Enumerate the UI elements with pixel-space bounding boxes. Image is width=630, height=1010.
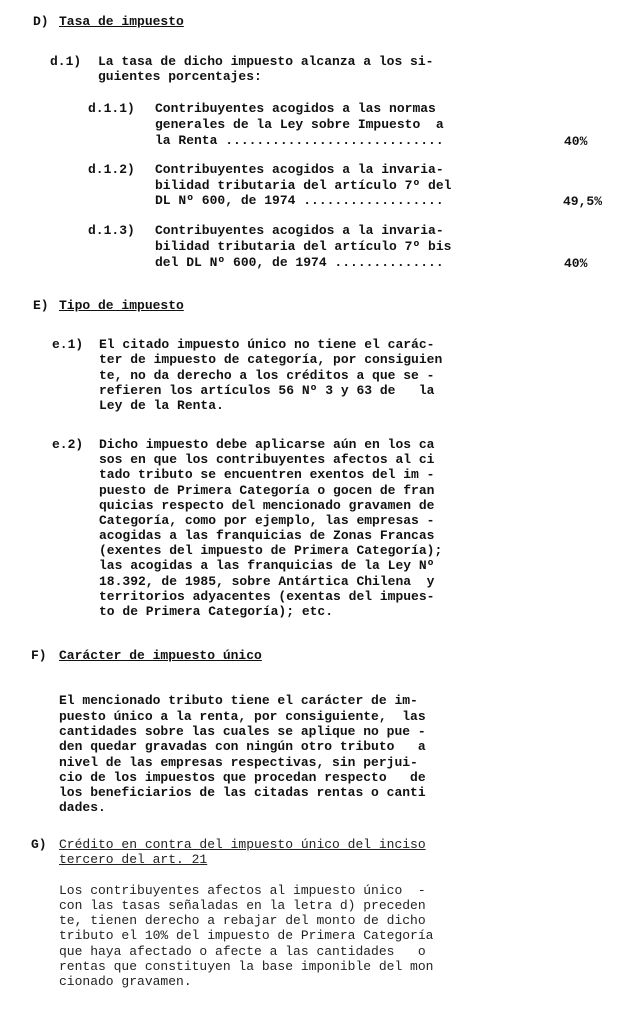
section-e-letter: E) (33, 298, 49, 313)
e1-label: e.1) (52, 337, 84, 352)
f-line: dades. (59, 800, 106, 815)
d11-line: generales de la Ley sobre Impuesto a (155, 117, 444, 132)
section-d-heading: Tasa de impuesto (59, 14, 184, 29)
d1-line: guientes porcentajes: (98, 69, 262, 84)
e1-line: ter de impuesto de categoría, por consiguien (99, 352, 443, 367)
e1-line: El citado impuesto único no tiene el carác- (99, 337, 435, 352)
e2-line: to de Primera Categoría); etc. (99, 604, 334, 619)
e2-line: sos en que los contribuyentes afectos al ci (99, 452, 435, 467)
d13-line: del DL Nº 600, de 1974 .............. (155, 255, 444, 270)
section-f-letter: F) (31, 648, 47, 663)
d12-percentage: 49,5% (563, 194, 603, 209)
e1-line: te, no da derecho a los créditos a que se - (99, 368, 435, 383)
d11-label: d.1.1) (88, 101, 135, 116)
g-line: con las tasas señaladas en la letra d) preceden (59, 898, 426, 913)
e1-line: Ley de la Renta. (99, 398, 224, 413)
section-g-letter: G) (31, 837, 47, 852)
f-line: los beneficiarios de las citadas rentas o canti (59, 785, 426, 800)
f-line: puesto único a la renta, por consiguiente, las (59, 709, 426, 724)
f-line: cantidades sobre las cuales se aplique no pue - (59, 724, 426, 739)
f-line: cio de los impuestos que procedan respecto de (59, 770, 426, 785)
d13-percentage: 40% (564, 256, 588, 271)
d1-line: La tasa de dicho impuesto alcanza a los si- (98, 54, 434, 69)
section-e-heading: Tipo de impuesto (59, 298, 184, 313)
g-line: que haya afectado o afecte a las cantidades o (59, 944, 426, 959)
e1-line: refieren los artículos 56 Nº 3 y 63 de la (99, 383, 435, 398)
g-line: tributo el 10% del impuesto de Primera Categoría (59, 928, 434, 943)
e2-line: Dicho impuesto debe aplicarse aún en los ca (99, 437, 435, 452)
d12-line: DL Nº 600, de 1974 .................. (155, 193, 444, 208)
f-line: El mencionado tributo tiene el carácter de im- (59, 693, 418, 708)
d12-label: d.1.2) (88, 162, 135, 177)
e2-label: e.2) (52, 437, 84, 452)
e2-line: 18.392, de 1985, sobre Antártica Chilena y (99, 574, 435, 589)
e2-line: territorios adyacentes (exentas del impues- (99, 589, 435, 604)
e2-line: quicias respecto del mencionado gravamen de (99, 498, 435, 513)
d13-line: Contribuyentes acogidos a la invaria- (155, 223, 444, 238)
section-f-heading: Carácter de impuesto único (59, 648, 262, 663)
e2-line: tado tributo se encuentren exentos del im - (99, 467, 435, 482)
section-g-heading-line-2: tercero del art. 21 (59, 852, 208, 867)
e2-line: las acogidas a las franquicias de la Ley Nº (99, 558, 435, 573)
d11-line: Contribuyentes acogidos a las normas (155, 101, 436, 116)
f-line: den quedar gravadas con ningún otro tributo a (59, 739, 426, 754)
g-line: cionado gravamen. (59, 974, 192, 989)
section-g-heading-line-1: Crédito en contra del impuesto único del inciso (59, 837, 426, 852)
d13-line: bilidad tributaria del artículo 7º bis (155, 239, 452, 254)
g-line: Los contribuyentes afectos al impuesto único - (59, 883, 426, 898)
f-line: nivel de las empresas respectivas, sin perjui- (59, 755, 418, 770)
d1-label: d.1) (50, 54, 82, 69)
d13-label: d.1.3) (88, 223, 135, 238)
e2-line: acogidas a las franquicias de Zonas Francas (99, 528, 435, 543)
d11-line: la Renta ............................ (155, 133, 444, 148)
d12-line: bilidad tributaria del artículo 7º del (155, 178, 452, 193)
e2-line: Categoría, como por ejemplo, las empresas - (99, 513, 435, 528)
d11-percentage: 40% (564, 134, 588, 149)
section-d-letter: D) (33, 14, 49, 29)
d12-line: Contribuyentes acogidos a la invaria- (155, 162, 444, 177)
e2-line: puesto de Primera Categoría o gocen de fran (99, 483, 435, 498)
g-line: rentas que constituyen la base imponible del mon (59, 959, 434, 974)
e2-line: (exentes del impuesto de Primera Categoría); (99, 543, 443, 558)
g-line: te, tienen derecho a rebajar del monto de dicho (59, 913, 426, 928)
